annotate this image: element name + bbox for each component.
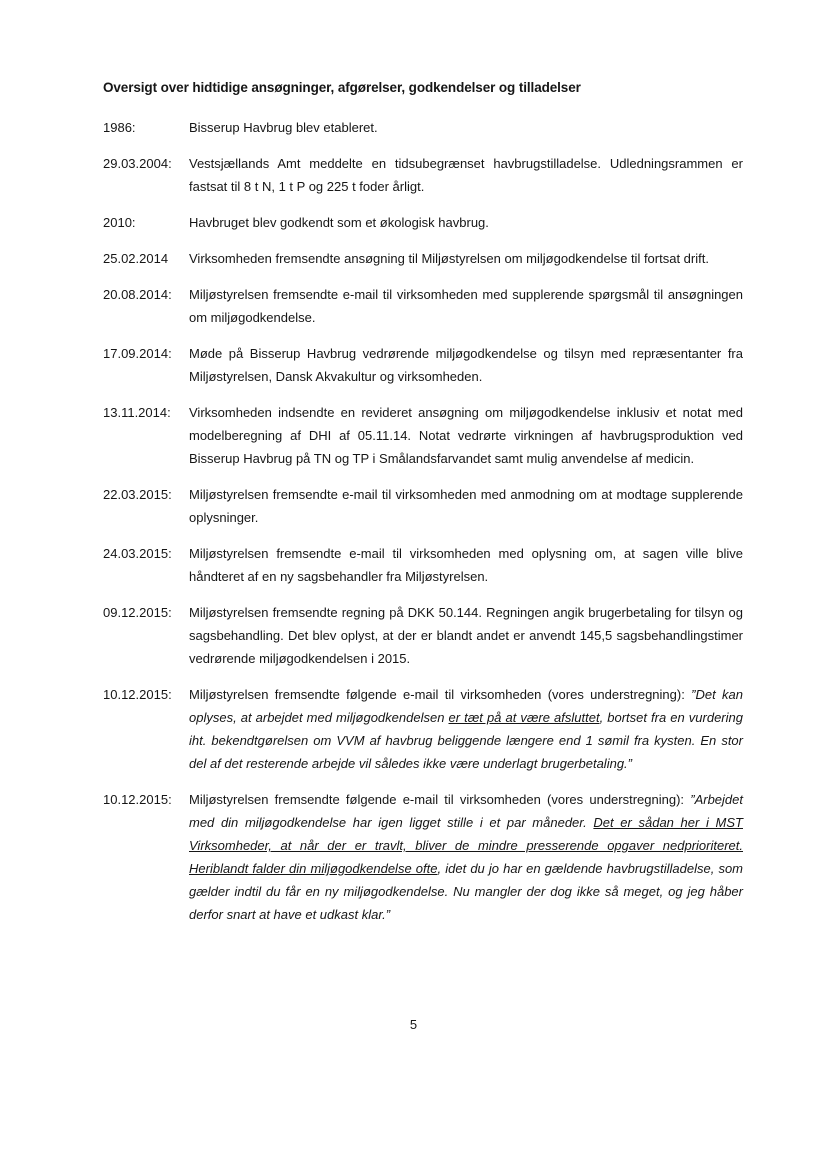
entry-date: 24.03.2015: [103,546,172,561]
entry-date: 1986: [103,120,136,135]
timeline-entry [103,152,743,198]
timeline-entry [103,542,743,588]
entry-date: 10.12.2015: [103,687,172,702]
entry-date: 10.12.2015: [103,792,172,807]
entry-intro: Miljøstyrelsen fremsendte følgende e-mail til virksomheden (vores understregning): [189,792,691,807]
timeline-entry [103,601,743,670]
entry-text: Vestsjællands Amt meddelte en tidsubegrænset havbrugstilladelse. Udledningsrammen er fastsat til 8 t N, 1 t P og 225 t foder årligt. [189,156,743,194]
entry-text: Miljøstyrelsen fremsendte e-mail til virksomheden med anmodning om at modtage supplerende oplysninger. [189,487,743,525]
timeline-entry [103,483,743,529]
page-number: 5 [409,1017,418,1032]
entry-text: Havbruget blev godkendt som et økologisk havbrug. [189,215,489,230]
document-heading: Oversigt over hidtidige ansøgninger, afgørelser, godkendelser og tilladelser [103,80,581,95]
entry-text: Miljøstyrelsen fremsendte e-mail til virksomheden med supplerende spørgsmål til ansøgningen om miljøgodkendelse. [189,287,743,325]
timeline-entry-quote [103,788,743,926]
quote-part: , bortset fra en vurdering iht. bekendtgørelsen om VVM af havbrug beliggende længere end 1 sømil fra kysten. En stor del af det resterende arbejde vil således ikke være underlagt brugerbetaling.” [189,710,743,771]
entry-text: Bisserup Havbrug blev etableret. [189,120,378,135]
entry-text [189,788,743,926]
quote-part: , idet du jo har en gældende havbrugstilladelse, som gælder indtil du får en ny miljøgodkendelse. Nu mangler der dog ikke så meget, og jeg håber derfor snart at have et udkast klar.” [189,861,744,922]
timeline-entry [103,116,743,139]
entry-date: 25.02.2014 [103,251,169,266]
timeline-entry [103,342,743,388]
entry-date: 09.12.2015: [103,605,172,620]
entry-text: Møde på Bisserup Havbrug vedrørende miljøgodkendelse og tilsyn med repræsentanter fra Miljøstyrelsen, Dansk Akvakultur og virksomheden. [189,346,743,384]
entry-date: 22.03.2015: [103,487,172,502]
quote-part: ”Det kan oplyses, at arbejdet med miljøgodkendelsen [189,687,743,725]
entry-date: 13.11.2014: [103,405,171,420]
entry-date: 29.03.2004: [103,156,172,171]
timeline-entry-quote [103,683,743,775]
timeline-entry [103,283,743,329]
entry-intro: Miljøstyrelsen fremsendte følgende e-mail til virksomheden (vores understregning): [189,687,692,702]
timeline-list [103,116,743,939]
timeline-entry [103,247,743,270]
timeline-entry [103,211,743,234]
entry-text: Virksomheden indsendte en revideret ansøgning om miljøgodkendelse inklusiv et notat med modelberegning af DHI af 05.11.14. Notat vedrørte virkningen af havbrugsproduktion ved Bisserup Havbrug på TN og TP i Smålandsfarvandet samt mulig anvendelse af medicin. [189,405,743,466]
quote-underlined: Det er sådan her i MST Virksomheder, at når der er travlt, bliver de mindre presserende opgaver nedprioriteret. Heriblandt falder din miljøgodkendelse ofte [189,815,743,876]
entry-date: 20.08.2014: [103,287,172,302]
entry-date: 17.09.2014: [103,346,172,361]
entry-text: Miljøstyrelsen fremsendte e-mail til virksomheden med oplysning om, at sagen ville blive håndteret af en ny sagsbehandler fra Miljøstyrelsen. [189,546,743,584]
quote-underlined: er tæt på at være afsluttet [448,710,600,725]
timeline-entry [103,401,743,470]
entry-text: Miljøstyrelsen fremsendte regning på DKK 50.144. Regningen angik brugerbetaling for tilsyn og sagsbehandling. Det blev oplyst, at der er blandt andet er anvendt 145,5 sagsbehandlingstimer vedrørende miljøgodkendelsen i 2015. [189,605,743,666]
quote-part: ”Arbejdet med din miljøgodkendelse har igen ligget stille i et par måneder. [189,792,743,830]
entry-text [189,683,743,775]
entry-text: Virksomheden fremsendte ansøgning til Miljøstyrelsen om miljøgodkendelse til fortsat drift. [189,251,709,266]
entry-date: 2010: [103,215,136,230]
